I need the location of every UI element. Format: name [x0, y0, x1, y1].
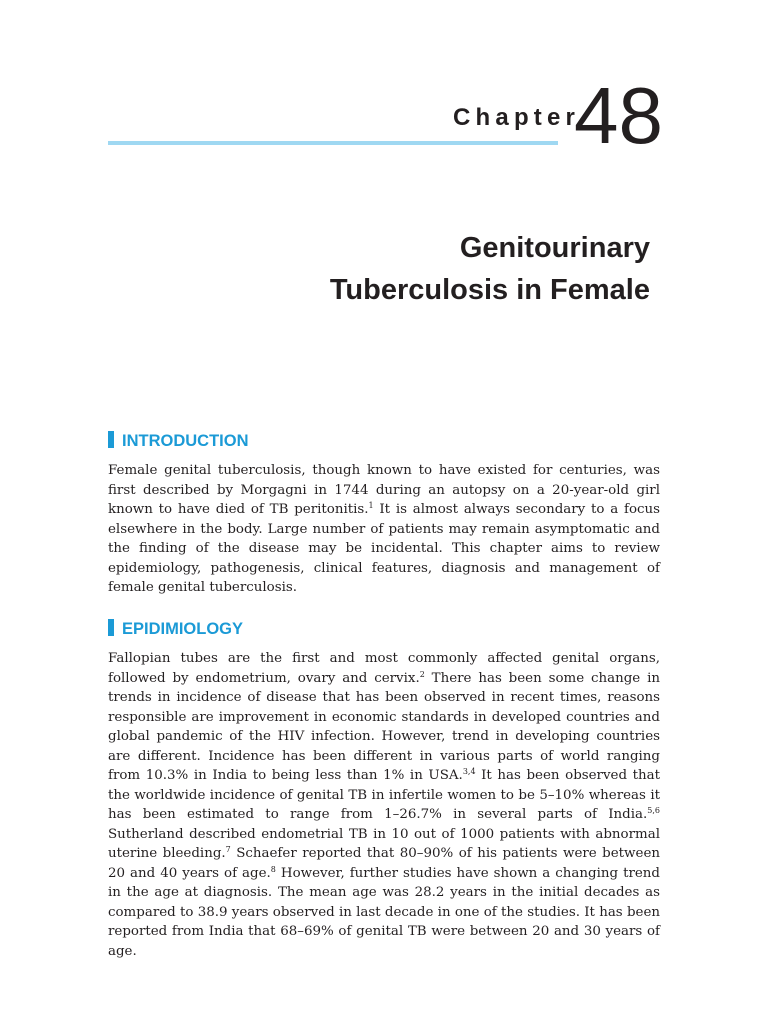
epidimiology-paragraph: [108, 649, 660, 961]
section-heading-introduction: [108, 431, 249, 451]
section-marker-bar: [108, 619, 114, 636]
citation-superscript: 3,4: [462, 767, 476, 776]
section-heading-text: INTRODUCTION: [122, 432, 249, 450]
paragraph-text: Sutherland described endometrial TB in 10 out of 1000 patients with abnormal uterine bleeding.: [108, 826, 660, 861]
chapter-label: Chapter: [453, 104, 581, 131]
citation-superscript: 8: [270, 864, 276, 874]
paragraph-text: However, further studies have shown a changing trend in the age at diagnosis. The mean age was 28.2 years in the initial decades as compared to 38.9 years observed in last decade in one of the studies. It has been reported from India that 68–69% of genital TB were between 20 and 30 years of age.: [108, 865, 660, 959]
chapter-title-line-1: Genitourinary: [459, 232, 650, 264]
chapter-title-line-2: Tuberculosis in Female: [329, 274, 650, 306]
citation-superscript: 1: [368, 501, 374, 510]
paragraph-text: Female genital tuberculosis, though known to have existed for centuries, was first described by Morgagni in 1744 during an autopsy on a 20-year-old girl known to have died of TB peritonitis.: [108, 463, 660, 517]
section-heading-text: EPIDIMIOLOGY: [122, 620, 244, 638]
paragraph-text: Schaefer reported that 80–90% of his patients were between 20 and 40 years of age.: [108, 846, 660, 881]
paragraph-text: It is almost always secondary to a focus elsewhere in the body. Large number of patients may remain asymptomatic and the finding of the disease may be incidental. This chapter aims to review epidemiology, pathogenesis, clinical features, diagnosis and management of female genital tuberculosis.: [108, 502, 660, 595]
citation-superscript: 5,6: [647, 806, 660, 815]
paragraph-text: Fallopian tubes are the first and most commonly affected genital organs, followed by endometrium, ovary and cervix.: [108, 651, 660, 686]
introduction-paragraph: [108, 461, 660, 598]
chapter-title: [90, 227, 650, 311]
citation-superscript: 7: [225, 845, 231, 854]
section-marker-bar: [108, 431, 114, 448]
section-heading-epidimiology: [108, 619, 243, 639]
chapter-rule: [108, 141, 558, 145]
paragraph-text: It has been observed that the worldwide incidence of genital TB in infertile women to be 5–10% whereas it has been estimated to range from 1–26.7% in several parts of India.: [108, 768, 660, 822]
paragraph-text: There has been some change in trends in incidence of disease that has been observed in recent times, reasons responsible are improvement in economic standards in developed countries and global pandemic of the HIV infection. However, trend in developing countries are different. Incidence has been different in various parts of world ranging from 10.3% in India to being less than 1% in USA.: [108, 670, 660, 783]
chapter-number: 48: [574, 71, 663, 160]
citation-superscript: 2: [419, 669, 425, 679]
